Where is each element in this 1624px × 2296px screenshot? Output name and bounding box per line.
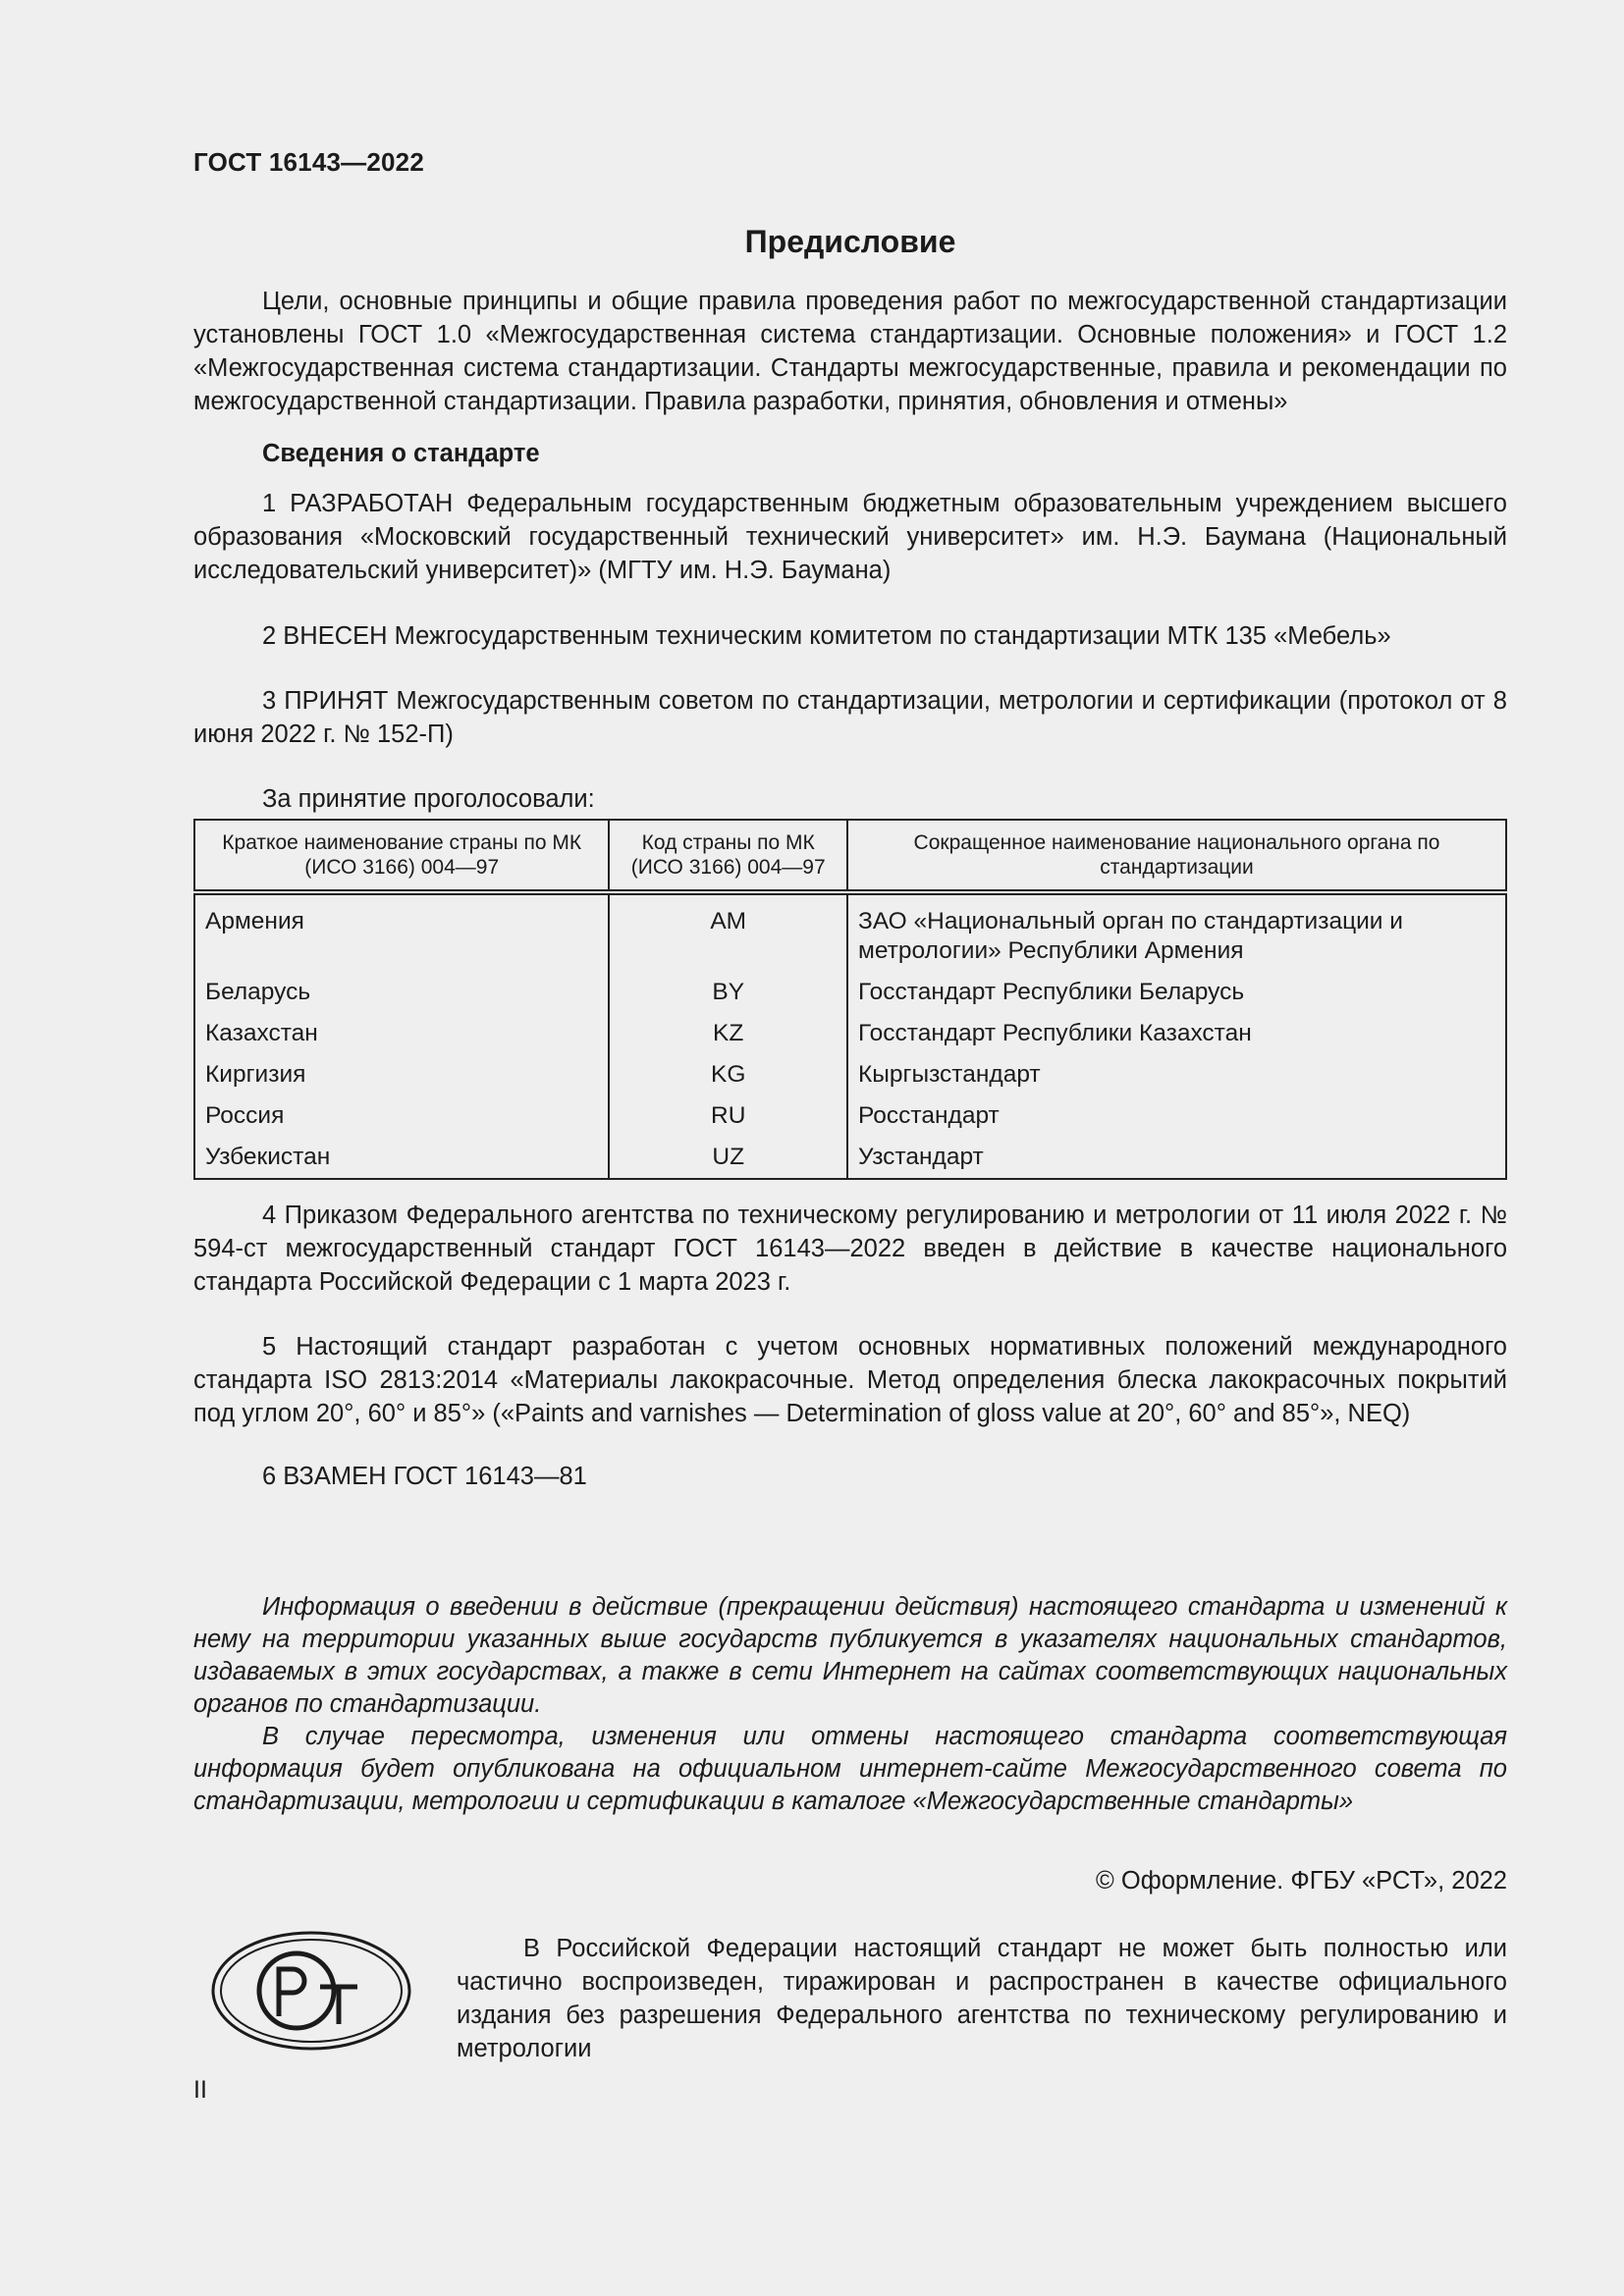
intro-section <box>193 285 1507 418</box>
item-iso-section <box>193 1330 1507 1430</box>
cell-code: KG <box>609 1054 847 1095</box>
table-header-code: Код страны по МК (ИСО 3166) 004—97 <box>609 820 847 892</box>
table-row <box>194 972 1506 1013</box>
cell-code: UZ <box>609 1137 847 1179</box>
page-number: II <box>193 2076 207 2104</box>
cell-code: BY <box>609 972 847 1013</box>
item-adopted-section <box>193 684 1507 751</box>
item-replaces: 6 ВЗАМЕН ГОСТ 16143—81 <box>262 1463 587 1490</box>
cell-code: KZ <box>609 1013 847 1054</box>
table-row <box>194 1095 1506 1137</box>
table-header-country: Краткое наименование страны по МК (ИСО 3166) 004—97 <box>194 820 609 892</box>
intro-paragraph: Цели, основные принципы и общие правила проведения работ по межгосударственной стандартизации установлены ГОСТ 1.0 «Межгосударственная система стандартизации. Основные положения» и ГОСТ 1.2 «Межгосударственная система стандартизации. Стандарты межгосударственные, правила и рекомендации по межгосударственной стандартизации. Правила разработки, принятия, обновления и отмены» <box>193 288 1507 415</box>
table-row <box>194 892 1506 972</box>
page-title: Предисловие <box>744 224 956 259</box>
cell-code: AM <box>609 892 847 972</box>
table-header-row <box>194 820 1506 892</box>
cell-body: Кыргызстандарт <box>847 1054 1506 1095</box>
item-introduced: 2 ВНЕСЕН Межгосударственным техническим комитетом по стандартизации МТК 135 «Мебель» <box>262 622 1391 650</box>
voted-label: За принятие проголосовали: <box>262 785 595 813</box>
cell-country: Россия <box>194 1095 609 1137</box>
item-adopted: 3 ПРИНЯТ Межгосударственным советом по стандартизации, метрологии и сертификации (протокол от 8 июня 2022 г. № 152-П) <box>193 687 1507 748</box>
item-developed-section <box>193 487 1507 587</box>
info-heading: Сведения о стандарте <box>262 440 540 467</box>
item-replaces-section <box>193 1460 1507 1493</box>
table-row <box>194 1137 1506 1179</box>
item-introduced-section <box>193 619 1507 653</box>
cell-country: Киргизия <box>194 1054 609 1095</box>
copyright-notice: В Российской Федерации настоящий стандарт не может быть полностью или частично воспроизведен, тиражирован и распространен в качестве официального издания без разрешения Федерального агентства по техническому регулированию и метрологии <box>457 1935 1507 2062</box>
info-note-2: В случае пересмотра, изменения или отмены настоящего стандарта соответствующая информация будет опубликована на официальном интернет-сайте Межгосударственного совета по стандартизации, метрологии и сертификации в каталоге «Межгосударственные стандарты» <box>193 1723 1507 1815</box>
cell-country: Армения <box>194 892 609 972</box>
rst-emblem-icon <box>210 1930 412 2052</box>
info-heading-section <box>193 440 1507 468</box>
cell-country: Узбекистан <box>194 1137 609 1179</box>
table-row <box>194 1013 1506 1054</box>
copyright: © Оформление. ФГБУ «РСТ», 2022 <box>1096 1867 1507 1895</box>
cell-code: RU <box>609 1095 847 1137</box>
cell-country: Беларусь <box>194 972 609 1013</box>
item-order: 4 Приказом Федерального агентства по техническому регулированию и метрологии от 11 июля 2022 г. № 594-ст межгосударственный стандарт ГОСТ 16143—2022 введен в действие в качестве национального стандарта Российской Федерации с 1 марта 2023 г. <box>193 1201 1507 1296</box>
cell-body: Узстандарт <box>847 1137 1506 1179</box>
item-developed: 1 РАЗРАБОТАН Федеральным государственным бюджетным образовательным учреждением высшего образования «Московский государственный технический университет» им. Н.Э. Баумана (Национальный исследовательский университет)» (МГТУ им. Н.Э. Баумана) <box>193 490 1507 584</box>
info-notes-section <box>193 1591 1507 1818</box>
voted-label-section <box>193 782 1507 816</box>
voting-countries-table <box>193 819 1507 1180</box>
table-header-body: Сокращенное наименование национального органа по стандартизации <box>847 820 1506 892</box>
cell-body: Госстандарт Республики Беларусь <box>847 972 1506 1013</box>
item-order-section <box>193 1199 1507 1299</box>
cell-body: Госстандарт Республики Казахстан <box>847 1013 1506 1054</box>
table-row <box>194 1054 1506 1095</box>
cell-body: ЗАО «Национальный орган по стандартизации и метрологии» Республики Армения <box>847 892 1506 972</box>
cell-body: Росстандарт <box>847 1095 1506 1137</box>
info-note-1: Информация о введении в действие (прекращении действия) настоящего стандарта и изменений к нему на территории указанных выше государств публикуется в указателях национальных стандартов, издаваемых в этих государствах, а также в сети Интернет на сайтах соответствующих национальных органов по стандартизации. <box>193 1593 1507 1718</box>
cell-country: Казахстан <box>194 1013 609 1054</box>
standard-id-header: ГОСТ 16143—2022 <box>193 147 424 177</box>
item-iso: 5 Настоящий стандарт разработан с учетом основных нормативных положений международного стандарта ISO 2813:2014 «Материалы лакокрасочные. Метод определения блеска лакокрасочных покрытий под углом 20°, 60° и 85°» («Paints and varnishes — Determination of gloss value at 20°, 60° and 85°», NEQ) <box>193 1333 1507 1427</box>
